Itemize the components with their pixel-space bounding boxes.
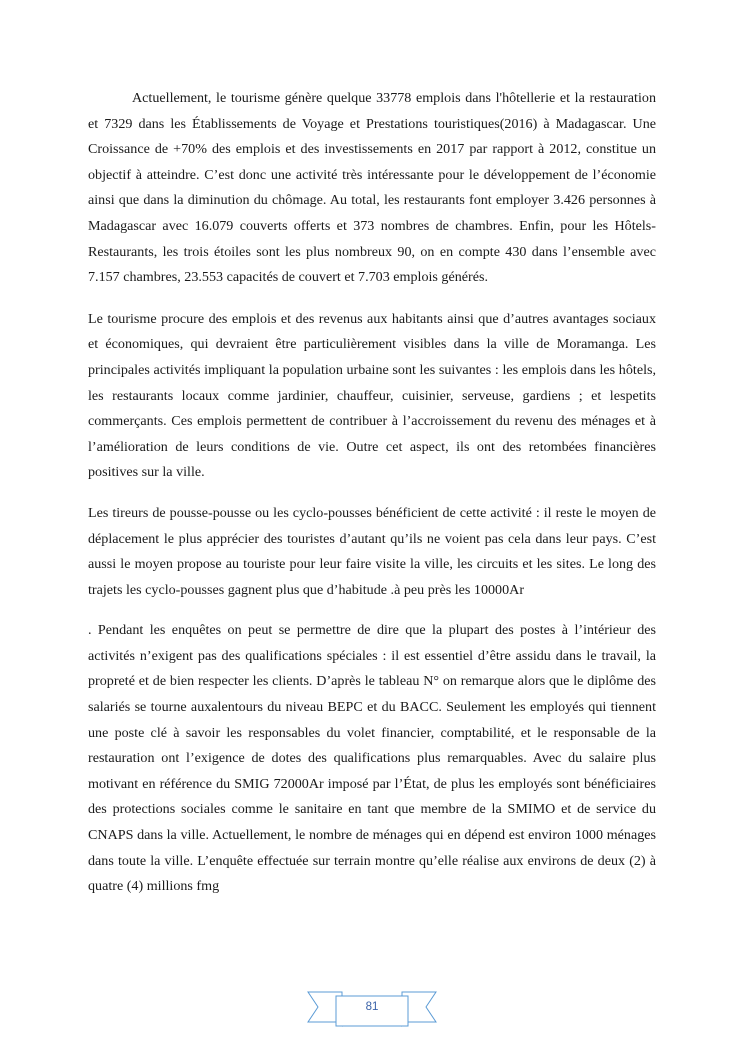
document-body (88, 86, 656, 900)
paragraph-cyclo-pousses: Les tireurs de pousse-pousse ou les cyclo-pousses bénéficient de cette activité : il reste le moyen de déplacement le plus apprécier des touristes d’autant qu’ils ne voient pas cela dans leur pays. C’est aussi le moyen propose au touriste pour leur faire visite la ville, les circuits et les sites. Le long des trajets les cyclo-pousses gagnent plus que d’habitude .à peu près les 10000Ar (88, 504, 656, 598)
paragraph-tourism-benefits: Le tourisme procure des emplois et des revenus aux habitants ainsi que d’autres avantages sociaux et économiques, qui devraient être particulièrement visibles dans la ville de Moramanga. Les principales activités impliquant la population urbaine sont les suivantes : les emplois dans les hôtels, les restaurants locaux comme jardinier, chauffeur, cuisinier, serveuse, gardiens ; et lespetits commerçants. Ces emplois permettent de contribuer à l’accroissement du revenu des ménages et à l’amélioration de leurs conditions de vie. Outre cet aspect, ils ont des retombées financières positives sur la ville. (88, 310, 656, 481)
paragraph-qualifications: . Pendant les enquêtes on peut se permettre de dire que la plupart des postes à l’intérieur des activités n’exigent pas des qualifications spéciales : il est essentiel d’être assidu dans le travail, la propreté et de bien respecter les clients. D’après le tableau N° on remarque alors que le diplôme des salariés se tourne auxalentours du niveau BEPC et du BACC. Seulement les employés qui tiennent une poste clé à savoir les responsables du volet financier, comptabilité, et le responsable de la restauration ont l’exigence de dotes des qualifications plus remarquables. Avec du salaire plus motivant en référence du SMIG 72000Ar imposé par l’État, de plus les employés sont bénéficiaires des protections sociales comme le sanitaire en tant que membre de la SMIMO et de service du CNAPS dans la ville. Actuellement, le nombre de ménages qui en dépend est environ 1000 ménages dans toute la ville. L’enquête effectuée sur terrain montre qu’elle réalise aux environs de deux (2) à quatre (4) millions fmg (88, 622, 656, 895)
page-number-ribbon (306, 988, 438, 1032)
paragraph-employment-stats: Actuellement, le tourisme génère quelque 33778 emplois dans l'hôtellerie et la restauration et 7329 dans les Établissements de Voyage et Prestations touristiques(2016) à Madagascar. Une Croissance de +70% des emplois et des investissements en 2017 par rapport à 2012, constitue un objectif à atteindre. C’est donc une activité très intéressante pour le développement de l’économie ainsi que dans la diminution du chômage. Au total, les restaurants font employer 3.426 personnes à Madagascar avec 16.079 couverts offerts et 373 nombres de chambres. Enfin, pour les Hôtels-Restaurants, les trois étoiles sont les plus nombreux 90, on en compte 430 dans l’ensemble avec 7.157 chambres, 23.553 capacités de couvert et 7.703 emplois générés. (88, 90, 656, 286)
page-number: 81 (365, 1001, 379, 1013)
